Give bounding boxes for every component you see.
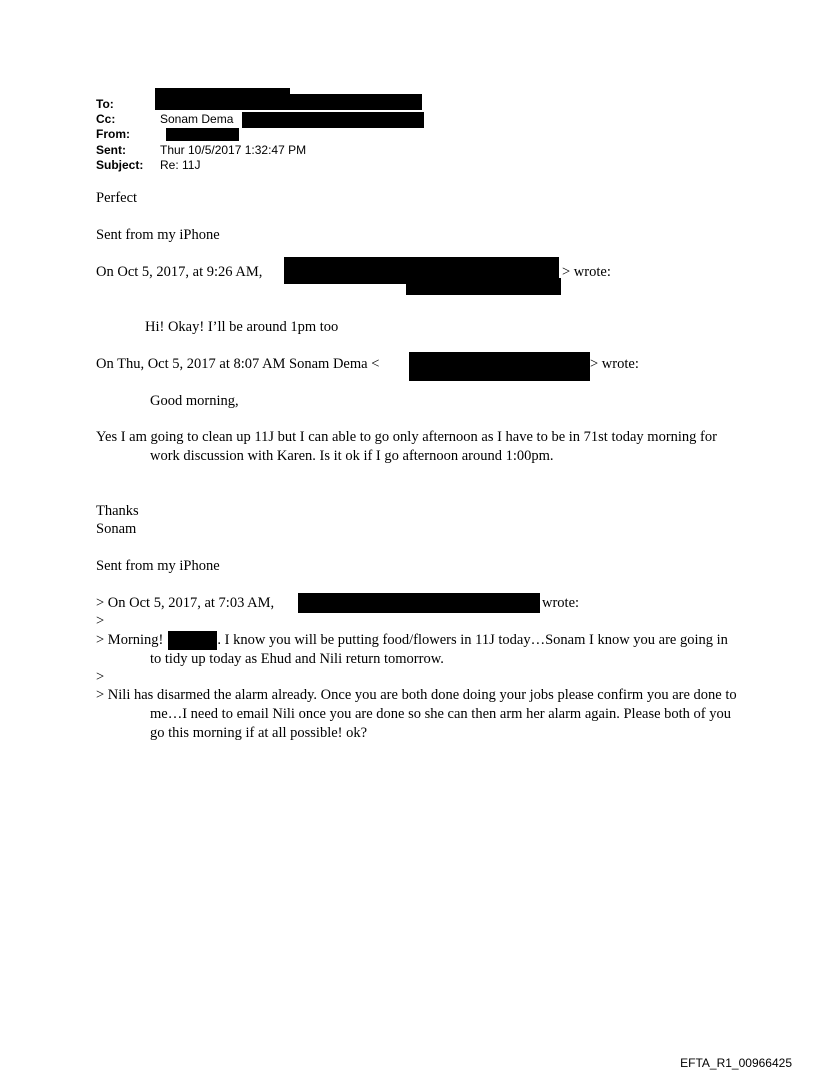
thanks: Thanks: [96, 503, 139, 519]
attribution-1-suffix: > wrote:: [562, 264, 611, 280]
subject-value: Re: 11J: [160, 158, 201, 172]
redaction-attribution-1-b: [406, 278, 561, 295]
greeting: Good morning,: [150, 393, 239, 409]
cc-label: Cc:: [96, 112, 116, 126]
document-id: EFTA_R1_00966425: [680, 1056, 792, 1070]
quote-3b: > Nili has disarmed the alarm already. Once you are both done doing your jobs please confirm you are done to me…I need to email Nili once you are done so she can then arm her alarm again. Please both of you go this morning if at all possible! ok?: [96, 687, 737, 741]
redaction-attribution-2: [409, 352, 590, 381]
sent-value: Thur 10/5/2017 1:32:47 PM: [160, 143, 307, 157]
redaction-to: [155, 94, 422, 110]
subject-label: Subject:: [96, 158, 144, 172]
quote-marker-1: >: [96, 613, 105, 629]
attribution-2-suffix: > wrote:: [590, 356, 639, 372]
quote-3a-prefix: > Morning!: [96, 632, 164, 648]
quote-marker-2: >: [96, 669, 105, 685]
attribution-1-prefix: On Oct 5, 2017, at 9:26 AM,: [96, 264, 263, 280]
attribution-2-prefix: On Thu, Oct 5, 2017 at 8:07 AM Sonam Dema <: [96, 356, 380, 372]
sent-label: Sent:: [96, 143, 126, 157]
from-label: From:: [96, 127, 130, 141]
quote-3a-rest: . I know you will be putting food/flowers in 11J today…Sonam I know you are going in to tidy up today as Ehud and Nili return tomorrow.: [150, 632, 728, 667]
signature-1: Sent from my iPhone: [96, 227, 220, 243]
message-2: Yes I am going to clean up 11J but I can able to go only afternoon as I have to be in 71st today morning for work discussion with Karen. Is it ok if I go afternoon around 1:00pm.: [96, 429, 717, 464]
quote-1: Hi! Okay! I’ll be around 1pm too: [145, 319, 339, 335]
redaction-from: [166, 128, 239, 141]
sender-name: Sonam: [96, 521, 137, 537]
reply-text: Perfect: [96, 190, 138, 206]
signature-2: Sent from my iPhone: [96, 558, 220, 574]
to-label: To:: [96, 97, 114, 111]
attribution-3-suffix: wrote:: [542, 595, 580, 611]
redaction-attribution-3: [298, 593, 540, 613]
attribution-3-prefix: > On Oct 5, 2017, at 7:03 AM,: [96, 595, 275, 611]
quote-3a: [96, 631, 740, 669]
cc-value: Sonam Dema: [160, 112, 234, 126]
redaction-name: [168, 631, 217, 650]
redaction-cc: [242, 112, 424, 128]
